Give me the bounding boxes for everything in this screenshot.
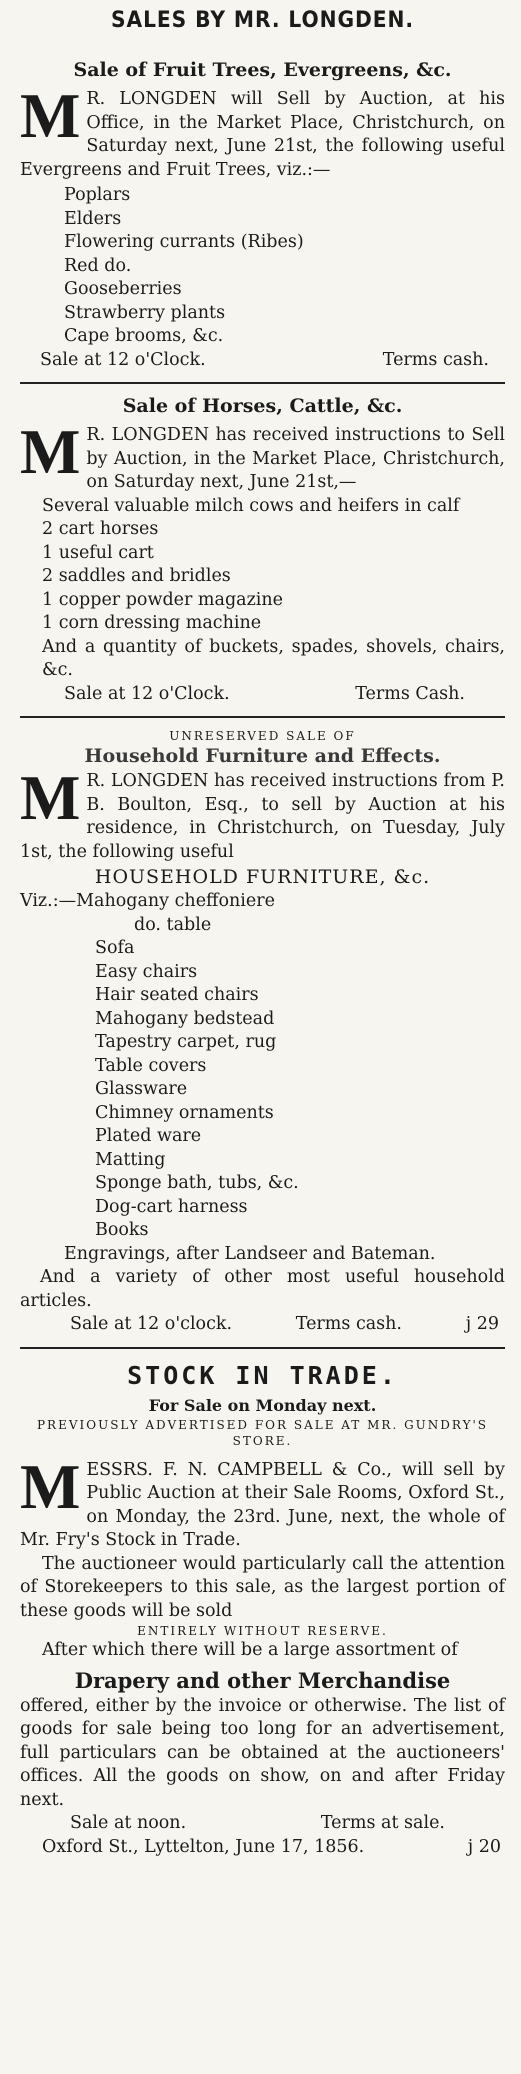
sale-terms: Terms cash. [295, 1314, 402, 1334]
intro-text: ESSRS. F. N. CAMPBELL & Co., will sell by Public Auction at their Sale Rooms, Oxford St., on Monday, the 23rd. June, next, the whole of Mr. Fry's Stock in Trade. [20, 1459, 505, 1550]
sale-terms-row [20, 683, 505, 707]
notice-code: j 29 [465, 1314, 499, 1334]
list-item: Glassware [95, 1079, 188, 1099]
list-item: Sofa [95, 938, 135, 958]
variety-line: And a variety of other most useful household articles. [20, 1267, 505, 1311]
drop-cap: M [20, 1450, 81, 1522]
list-item: 2 cart horses [42, 519, 159, 539]
horses-cattle-notice [20, 394, 505, 706]
list-item: Books [95, 1220, 149, 1240]
section-title: Sale of Horses, Cattle, &c. [122, 395, 403, 417]
for-sale-line: For Sale on Monday next. [148, 1395, 377, 1415]
list-item: Strawberry plants [64, 302, 226, 323]
stock-in-trade-notice [20, 1359, 505, 1860]
divider [20, 1347, 505, 1349]
pre-heading: UNRESERVED SALE OF [169, 729, 356, 743]
item-list [20, 184, 505, 349]
divider [20, 716, 505, 718]
previously-advertised: PREVIOUSLY ADVERTISED FOR SALE AT MR. GUNDRY'S STORE. [36, 1417, 489, 1448]
intro-text: R. LONGDEN has received instructions to Sell by Auction, in the Market Place, Christchurch, on Saturday next, June 21st,— [86, 425, 505, 492]
list-item: Flowering currants (Ribes) [64, 232, 304, 252]
list-item: Poplars [64, 185, 131, 205]
list-item: Plated ware [95, 1126, 202, 1146]
notice-intro [20, 1450, 505, 1553]
list-item: Tapestry carpet, rug [95, 1032, 277, 1052]
sale-time: Sale at noon. [70, 1813, 187, 1833]
section-subtitle: HOUSEHOLD FURNITURE, &c. [94, 866, 431, 888]
drop-cap: M [20, 416, 81, 487]
list-item: Chimney ornaments [95, 1102, 274, 1123]
item-list [20, 937, 505, 1243]
auctioneer-paragraph: The auctioneer would particularly call the attention of Storekeepers to this sale, as the largest portion of these goods will be sold [20, 1553, 505, 1621]
place-date-row [20, 1836, 505, 1860]
notice-intro [20, 762, 505, 864]
page-title: SALES BY MR. LONGDEN. [111, 8, 414, 33]
engravings-line: Engravings, after Landseer and Bateman. [64, 1243, 436, 1264]
list-item: Easy chairs [95, 961, 198, 982]
household-furniture-notice [20, 728, 505, 1337]
notice-intro [20, 80, 505, 182]
first-item: Mahogany cheffoniere [76, 891, 275, 911]
item-list [20, 495, 505, 683]
list-item: Dog-cart harness [95, 1196, 248, 1217]
assortment-paragraph: After which there will be a large assortment of [42, 1640, 458, 1660]
sale-terms-row [20, 1812, 505, 1836]
notice-intro [20, 416, 505, 495]
sale-time: Sale at 12 o'Clock. [64, 683, 230, 704]
place-date: Oxford St., Lyttelton, June 17, 1856. [42, 1836, 365, 1857]
list-item: Mahogany bedstead [95, 1008, 275, 1029]
sale-terms-row [20, 349, 505, 373]
section-title: Household Furniture and Effects. [84, 745, 441, 767]
sale-terms-row [20, 1313, 505, 1337]
section-title: STOCK IN TRADE. [127, 1360, 398, 1390]
list-item: Gooseberries [64, 279, 182, 299]
section-title: Sale of Fruit Trees, Evergreens, &c. [73, 59, 452, 81]
viz-label: Viz.:— [20, 891, 77, 911]
list-item: Red do. [64, 255, 132, 276]
list-item: And a quantity of buckets, spades, shovels, chairs, &c. [42, 636, 505, 680]
drop-cap: M [20, 762, 81, 833]
drop-cap: M [20, 80, 81, 151]
list-item: 1 copper powder magazine [42, 589, 284, 610]
sale-terms: Terms at sale. [320, 1813, 445, 1833]
list-item: Elders [64, 208, 122, 229]
sale-terms: Terms cash. [382, 349, 489, 370]
intro-text: R. LONGDEN will Sell by Auction, at his Office, in the Market Place, Christchurch, on Saturday next, June 21st, the following useful Evergreens and Fruit Trees, viz.:— [20, 89, 505, 180]
sale-time: Sale at 12 o'clock. [70, 1314, 233, 1334]
merchandise-heading: Drapery and other Merchandise [74, 1667, 451, 1693]
sale-terms: Terms Cash. [355, 683, 465, 704]
list-item: do. table [134, 914, 212, 935]
fruit-trees-notice [20, 58, 505, 372]
particulars-paragraph: offered, either by the invoice or otherwise. The list of goods for sale being too long for an advertisement, full particulars can be obtained at the auctioneers' offices. All the goods on show, on and after Friday next. [20, 1695, 505, 1810]
list-item [20, 890, 505, 914]
list-item: Cape brooms, &c. [64, 326, 224, 346]
advertisement-column [0, 8, 521, 1859]
without-reserve: ENTIRELY WITHOUT RESERVE. [137, 1624, 388, 1638]
list-item: Sponge bath, tubs, &c. [95, 1173, 299, 1193]
list-item: Several valuable milch cows and heifers in calf [42, 495, 460, 516]
list-item: 1 corn dressing machine [42, 613, 262, 633]
notice-code: j 20 [467, 1836, 501, 1857]
list-item: Table covers [95, 1055, 207, 1076]
divider [20, 382, 505, 384]
intro-text: R. LONGDEN has received instructions from P. B. Boulton, Esq., to sell by Auction at his residence, in Christchurch, on Tuesday, July 1st, the following useful [20, 771, 505, 862]
list-item: 1 useful cart [42, 542, 154, 563]
list-item: 2 saddles and bridles [42, 566, 231, 586]
list-item: Matting [95, 1149, 166, 1170]
sale-time: Sale at 12 o'Clock. [40, 349, 206, 370]
list-item: Hair seated chairs [95, 985, 259, 1005]
